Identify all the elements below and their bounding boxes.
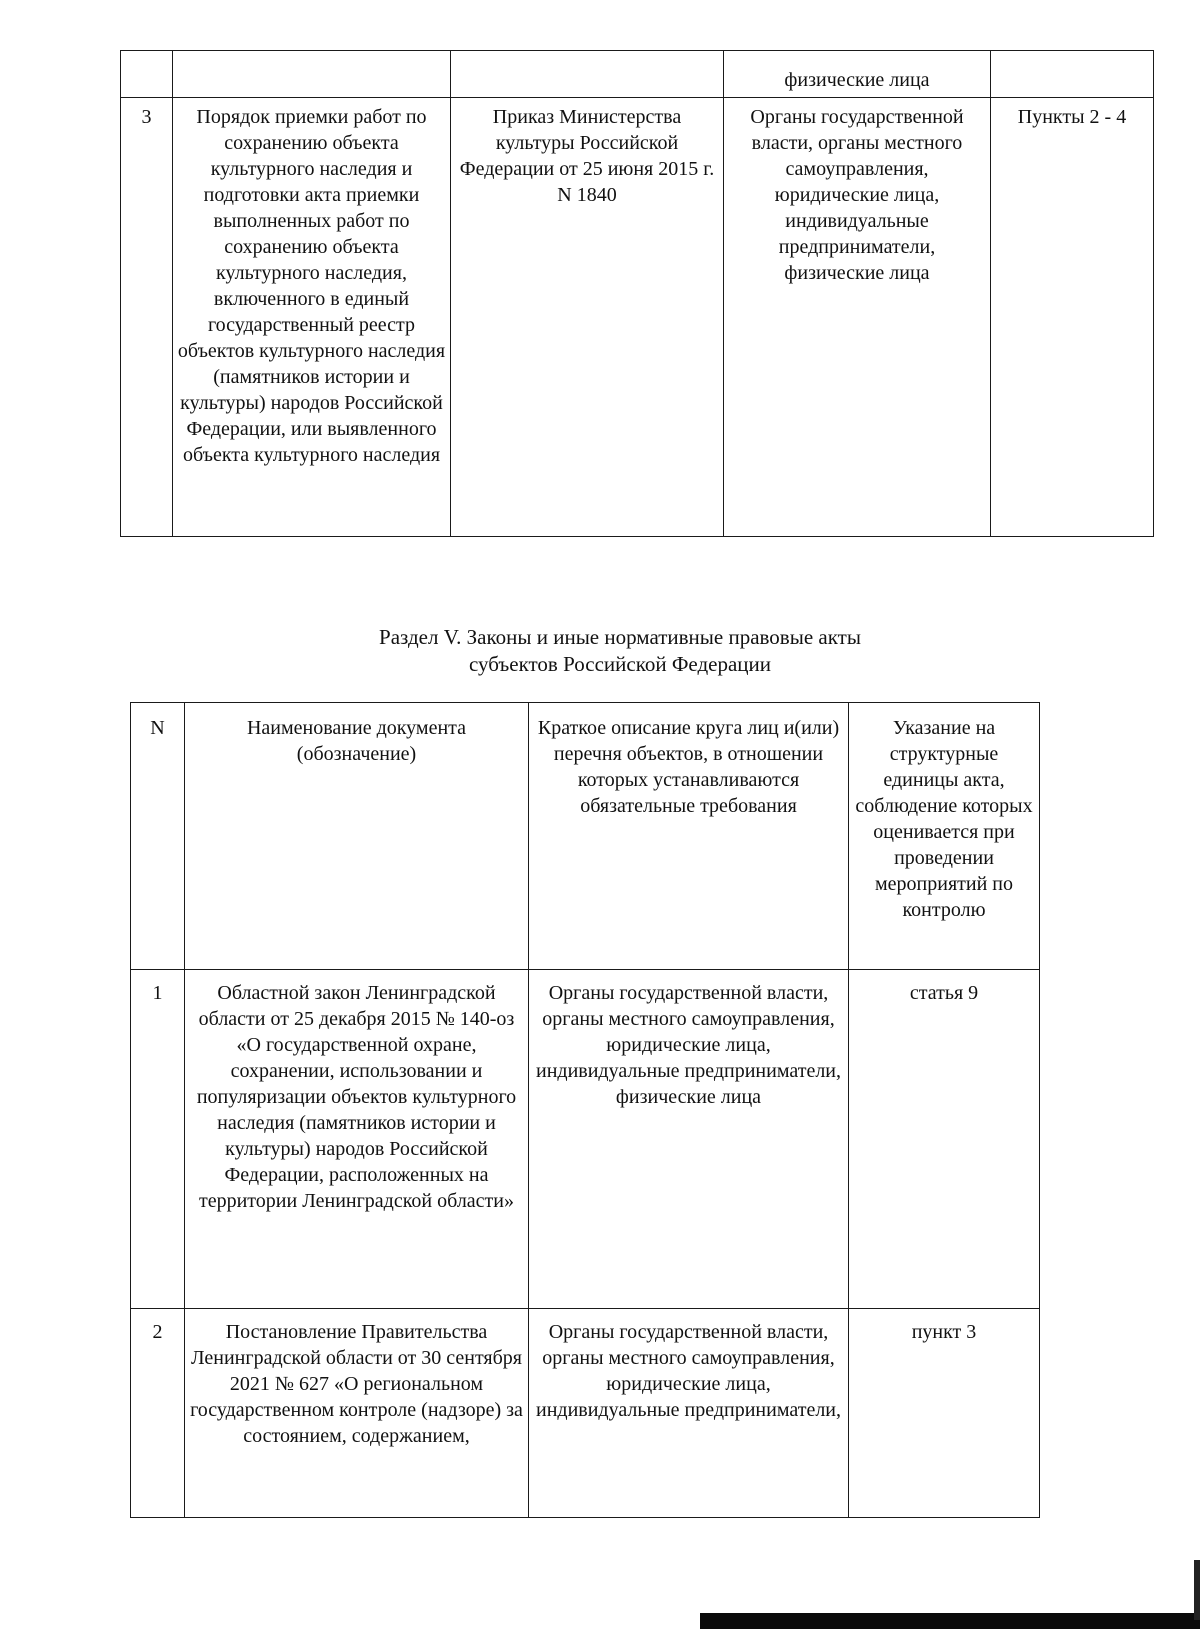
cell-name bbox=[173, 51, 451, 98]
table-row bbox=[121, 98, 1154, 537]
requirements-table-continued bbox=[120, 50, 1154, 537]
section-title bbox=[120, 624, 1120, 678]
header-name: Наименование документа (обозначение) bbox=[185, 703, 529, 970]
cell-subjects: Органы государственной власти, органы местного самоуправления, юридические лица, индивидуальные предприниматели, bbox=[529, 1309, 849, 1518]
section-title-line: Раздел V. Законы и иные нормативные правовые акты bbox=[379, 625, 861, 649]
cell-number: 1 bbox=[131, 970, 185, 1309]
scan-artifact-bar bbox=[700, 1613, 1200, 1629]
cell-units bbox=[991, 51, 1154, 98]
section-title-line: субъектов Российской Федерации bbox=[468, 652, 772, 676]
cell-number: 2 bbox=[131, 1309, 185, 1518]
header-subjects: Краткое описание круга лиц и(или) перечня объектов, в отношении которых устанавливаются обязательные требования bbox=[529, 703, 849, 970]
cell-units: Пункты 2 - 4 bbox=[991, 98, 1154, 537]
cell-subjects: физические лица bbox=[724, 51, 991, 98]
cell-units: пункт 3 bbox=[849, 1309, 1040, 1518]
cell-subjects: Органы государственной власти, органы местного самоуправления, юридические лица, индивидуальные предприниматели, физические лица bbox=[529, 970, 849, 1309]
table-row bbox=[131, 970, 1040, 1309]
header-units: Указание на структурные единицы акта, соблюдение которых оценивается при проведении мероприятий по контролю bbox=[849, 703, 1040, 970]
cell-name: Постановление Правительства Ленинградской области от 30 сентября 2021 № 627 «О региональном государственном контроле (надзоре) за состоянием, содержанием, bbox=[185, 1309, 529, 1518]
cell-number bbox=[121, 51, 173, 98]
table-header-row bbox=[131, 703, 1040, 970]
cell-name: Областной закон Ленинградской области от 25 декабря 2015 № 140-оз «О государственной охране, сохранении, использовании и популяризации объектов культурного наследия (памятников истории и культуры) народов Российской Федерации, расположенных на территории Ленинградской области» bbox=[185, 970, 529, 1309]
cell-units: статья 9 bbox=[849, 970, 1040, 1309]
cell-document bbox=[451, 51, 724, 98]
scan-artifact-edge bbox=[1194, 1560, 1200, 1620]
cell-name: Порядок приемки работ по сохранению объекта культурного наследия и подготовки акта приемки выполненных работ по сохранению объекта культурного наследия, включенного в единый государственный реестр объектов культурного наследия (памятников истории и культуры) народов Российской Федерации, или выявленного объекта культурного наследия bbox=[173, 98, 451, 537]
table-row bbox=[131, 1309, 1040, 1518]
cell-number: 3 bbox=[121, 98, 173, 537]
table-row bbox=[121, 51, 1154, 98]
cell-subjects: Органы государственной власти, органы местного самоуправления, юридические лица, индивидуальные предприниматели, физические лица bbox=[724, 98, 991, 537]
cell-document: Приказ Министерства культуры Российской Федерации от 25 июня 2015 г. N 1840 bbox=[451, 98, 724, 537]
regional-acts-table bbox=[130, 702, 1040, 1518]
header-number: N bbox=[131, 703, 185, 970]
